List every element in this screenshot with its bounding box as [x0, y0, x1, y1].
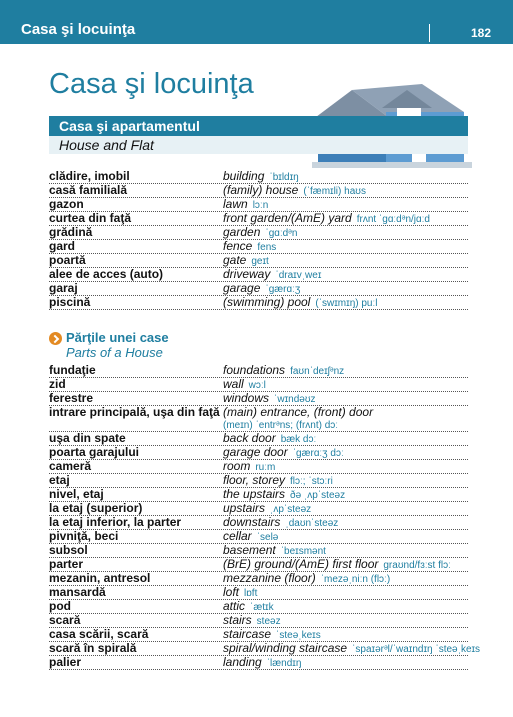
pronunciation: ˈɡɑːdᵊn — [265, 228, 298, 239]
romanian-term: scară în spirală — [49, 641, 137, 655]
english-term: (family) house — [223, 183, 299, 197]
english-term: wall — [223, 377, 244, 391]
vocab-row — [49, 656, 468, 670]
english-translation — [223, 364, 344, 378]
vocab-row — [49, 502, 468, 516]
english-translation — [223, 628, 321, 642]
english-translation — [223, 392, 316, 406]
english-translation — [223, 656, 301, 670]
romanian-term: clădire, imobil — [49, 169, 130, 183]
english-translation — [223, 226, 297, 240]
pronunciation: ˈselə — [256, 532, 279, 543]
english-term: (BrE) ground/(AmE) first floor — [223, 557, 379, 571]
vocab-row — [49, 600, 468, 614]
vocab-row — [49, 212, 468, 226]
romanian-term: garaj — [49, 281, 78, 295]
pronunciation: ˌʌpˈsteəz — [270, 504, 312, 515]
english-term: floor, storey — [223, 473, 286, 487]
pronunciation: bæk dɔː — [280, 434, 317, 445]
vocab-row — [49, 432, 468, 446]
romanian-term: palier — [49, 655, 82, 669]
english-term: mezzanine (floor) — [223, 571, 316, 585]
vocab-row — [49, 364, 468, 378]
english-term: back door — [223, 431, 276, 445]
romanian-term: alee de acces (auto) — [49, 267, 164, 281]
romanian-term: subsol — [49, 543, 88, 557]
english-translation — [223, 240, 276, 254]
arrow-bullet-icon — [49, 332, 62, 345]
pronunciation: ˈlændɪŋ — [266, 658, 302, 669]
pronunciation: faʊnˈdeɪʃᵊnz — [290, 366, 345, 377]
english-translation — [223, 254, 269, 268]
english-translation — [223, 642, 480, 656]
english-term: windows — [223, 391, 270, 405]
page-title: Casa şi locuinţa — [49, 68, 254, 100]
pronunciation: ˈbeɪsmənt — [280, 546, 326, 557]
pronunciation: lɒft — [244, 588, 258, 599]
pronunciation: ruːm — [255, 462, 276, 473]
vocab-row — [49, 254, 468, 268]
page-number: 182 — [470, 26, 491, 40]
romanian-term: uşa din spate — [49, 431, 126, 445]
english-term: attic — [223, 599, 246, 613]
romanian-term: curtea din faţă — [49, 211, 132, 225]
subsection-title-en: Parts of a House — [66, 345, 163, 360]
vocab-row — [49, 558, 468, 572]
english-term: garage — [223, 281, 261, 295]
romanian-term: poarta garajului — [49, 445, 140, 459]
romanian-term: grădină — [49, 225, 93, 239]
english-term: front garden/(AmE) yard — [223, 211, 352, 225]
pronunciation: fens — [257, 242, 277, 253]
romanian-term: poartă — [49, 253, 86, 267]
vocab-row — [49, 392, 468, 406]
pronunciation: wɔːl — [248, 380, 266, 391]
chapter-header-bar — [0, 0, 513, 44]
pronunciation: ˈɡærɑːʒ dɔː — [292, 448, 344, 459]
english-term: garden — [223, 225, 261, 239]
vocab-row — [49, 406, 468, 432]
pronunciation: ˈsteəˌkeɪs — [276, 630, 321, 641]
romanian-term: scară — [49, 613, 81, 627]
romanian-term: mansardă — [49, 585, 106, 599]
section-title-en: House and Flat — [49, 136, 468, 154]
vocab-row — [49, 488, 468, 502]
english-term: loft — [223, 585, 240, 599]
vocab-row — [49, 296, 468, 310]
english-translation — [223, 446, 344, 460]
romanian-term: fundaţie — [49, 363, 96, 377]
pronunciation: ɡeɪt — [251, 256, 269, 267]
english-translation — [223, 572, 390, 586]
vocab-row — [49, 641, 481, 656]
romanian-term: pod — [49, 599, 71, 613]
english-translation — [223, 488, 345, 502]
vocab-row — [49, 474, 468, 488]
romanian-term: zid — [49, 377, 66, 391]
vocab-row — [49, 544, 468, 558]
pronunciation: ðə ˌʌpˈsteəz — [290, 490, 346, 501]
english-translation — [223, 406, 373, 419]
english-term: the upstairs — [223, 487, 286, 501]
english-translation — [223, 198, 268, 212]
romanian-term: casa scării, scară — [49, 627, 149, 641]
vocab-row — [49, 268, 468, 282]
english-translation — [223, 516, 338, 530]
english-translation — [223, 544, 326, 558]
vocab-row — [49, 184, 468, 198]
english-translation — [223, 170, 299, 184]
english-translation — [223, 600, 274, 614]
pronunciation: ˈætɪk — [250, 602, 274, 613]
english-translation — [223, 282, 300, 296]
romanian-term: la etaj (superior) — [49, 501, 143, 515]
english-term: foundations — [223, 363, 286, 377]
vocab-row — [49, 240, 468, 254]
pronunciation: ˈɡærɑːʒ — [265, 284, 301, 295]
vocab-row — [49, 170, 468, 184]
pronunciation: ɡraʊnd/fɜːst flɔː — [383, 560, 451, 571]
vocab-row — [49, 572, 468, 586]
romanian-term: gard — [49, 239, 76, 253]
vocab-row — [49, 586, 468, 600]
english-translation — [223, 268, 321, 282]
romanian-term: intrare principală, uşa din faţă — [49, 405, 220, 419]
vocab-row — [49, 446, 468, 460]
english-translation — [223, 378, 266, 392]
romanian-term: pivniţă, beci — [49, 529, 119, 543]
vocab-row — [49, 628, 468, 642]
section-title-ro: Casa şi apartamentul — [49, 116, 468, 136]
vocab-row — [49, 530, 468, 544]
pronunciation: ˌdaʊnˈsteəz — [285, 518, 339, 529]
english-translation — [223, 296, 377, 310]
romanian-term: ferestre — [49, 391, 94, 405]
english-term: gate — [223, 253, 247, 267]
english-translation — [223, 586, 257, 600]
english-translation — [223, 460, 275, 474]
english-translation — [223, 184, 366, 198]
english-term: driveway — [223, 267, 271, 281]
vocab-row — [49, 378, 468, 392]
vocab-row — [49, 614, 468, 628]
romanian-term: nivel, etaj — [49, 487, 104, 501]
english-translation — [223, 432, 316, 446]
english-translation — [223, 502, 311, 516]
pronunciation: ˈmezəˌniːn (flɔː) — [320, 574, 391, 585]
english-term: cellar — [223, 529, 252, 543]
english-translation — [223, 474, 333, 488]
romanian-term: casă familială — [49, 183, 128, 197]
pronunciation: (ˈfæmɪli) haʊs — [303, 186, 366, 197]
romanian-term: piscină — [49, 295, 91, 309]
english-term: landing — [223, 655, 262, 669]
romanian-term: la etaj inferior, la parter — [49, 515, 182, 529]
chapter-title: Casa şi locuinţa — [21, 21, 136, 38]
english-translation — [223, 530, 278, 544]
pronunciation: ˈwɪndəʊz — [274, 394, 316, 405]
vocabulary-list-parts-of-house — [49, 363, 481, 670]
vocab-row — [49, 198, 468, 212]
vocab-row — [49, 226, 468, 240]
english-term: (swimming) pool — [223, 295, 311, 309]
english-term: room — [223, 459, 251, 473]
english-term: basement — [223, 543, 276, 557]
english-term: garage door — [223, 445, 288, 459]
english-translation — [223, 614, 281, 628]
english-term: spiral/winding staircase — [223, 641, 348, 655]
english-term: staircase — [223, 627, 272, 641]
pronunciation: steəz — [256, 616, 281, 627]
pronunciation: ˈspaɪərᵊl/ˈwaɪndɪŋ ˈsteəˌkeɪs — [352, 644, 481, 655]
pronunciation: flɔː; ˈstɔːri — [290, 476, 333, 487]
pronunciation: (ˈswɪmɪŋ) puːl — [315, 298, 378, 309]
english-translation — [223, 558, 451, 572]
romanian-term: mezanin, antresol — [49, 571, 151, 585]
vocab-row — [49, 460, 468, 474]
english-translation — [223, 212, 430, 226]
english-term: fence — [223, 239, 253, 253]
pronunciation: ˈdraɪvˌweɪ — [275, 270, 322, 281]
header-divider — [429, 24, 430, 42]
subsection-title-ro: Părţile unei case — [66, 330, 169, 345]
english-term: upstairs — [223, 501, 266, 515]
english-term: stairs — [223, 613, 252, 627]
pronunciation: lɔːn — [252, 200, 269, 211]
romanian-term: cameră — [49, 459, 92, 473]
pronunciation: ˈbɪldɪŋ — [269, 172, 299, 183]
english-term: lawn — [223, 197, 248, 211]
romanian-term: etaj — [49, 473, 70, 487]
romanian-term: gazon — [49, 197, 84, 211]
vocab-row — [49, 516, 468, 530]
vocabulary-list-house-and-flat — [49, 170, 468, 310]
english-term: building — [223, 169, 265, 183]
pronunciation: (meɪn) ˈentrᵊns; (frʌnt) dɔː — [223, 420, 339, 431]
english-term: (main) entrance, (front) door — [223, 405, 374, 419]
section-house-and-flat — [49, 116, 468, 154]
romanian-term: parter — [49, 557, 84, 571]
vocab-row — [49, 282, 468, 296]
english-term: downstairs — [223, 515, 281, 529]
pronunciation: frʌnt ˈɡɑːdᵊn/jɑːd — [356, 214, 430, 225]
